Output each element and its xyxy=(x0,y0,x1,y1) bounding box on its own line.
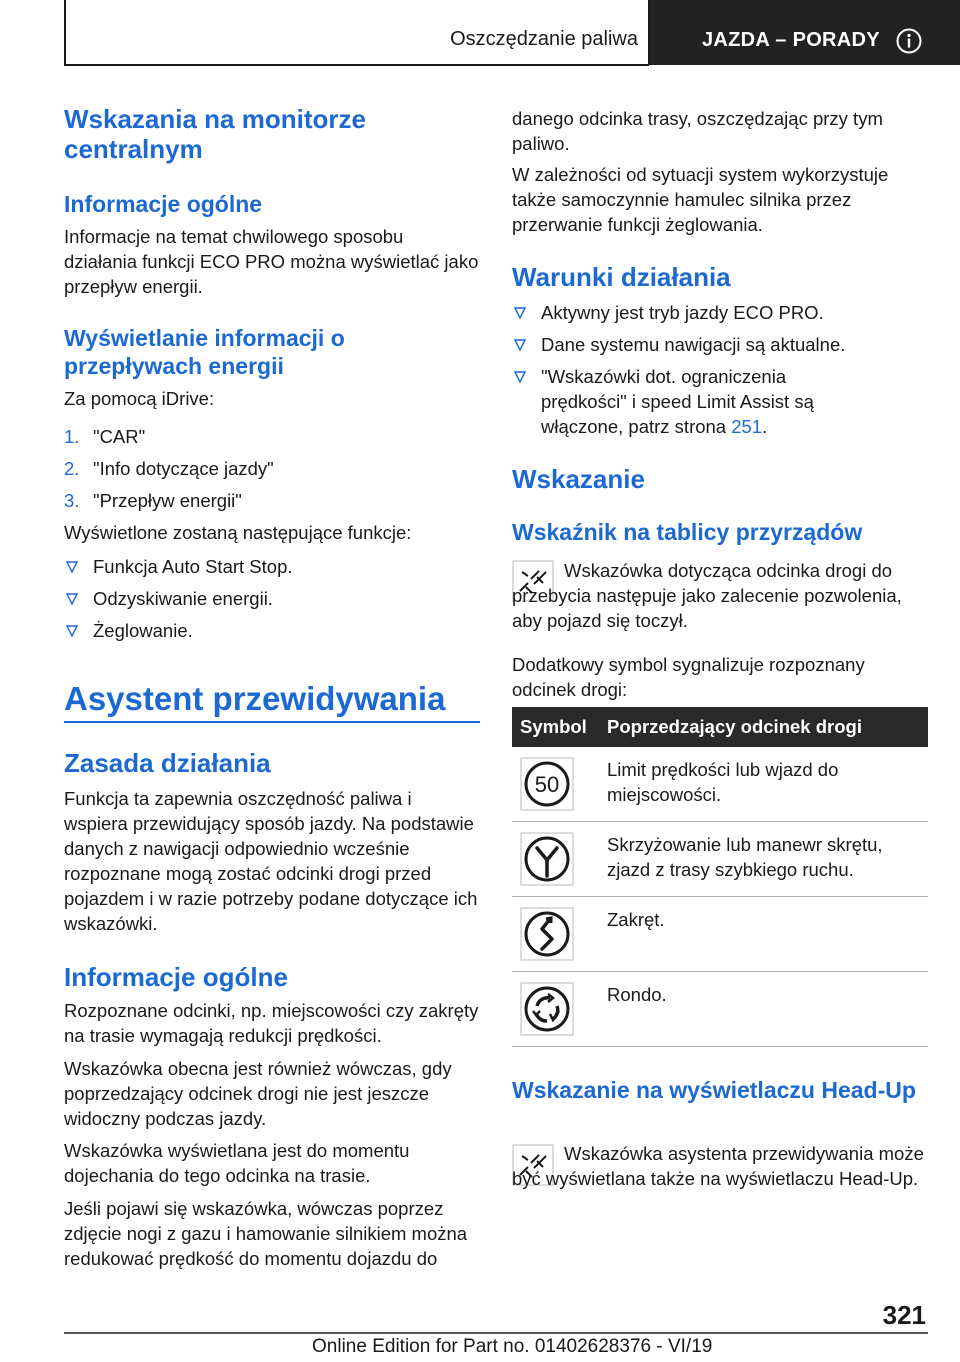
paragraph-general-info-1: Informacje na temat chwilowego sposobu działania funkcji ECO PRO można wyświetlać jako przepływ energii. xyxy=(64,226,479,297)
table-cell-text: Limit prędkości lub wjazd do miejscowości. xyxy=(607,759,839,805)
section-title: JAZDA – PORADY xyxy=(702,29,880,51)
paragraph-principle: Funkcja ta zapewnia oszczędność paliwa i wspiera przewidujący sposób jazdy. Na podstawie danych z nawigacji odpowiednio wcześnie rozpoznane mogą zostać odcinki drogi przed pojazdem i w razie potrzeby podane dotyczące ich wskazówki. xyxy=(64,788,478,934)
heading-instrument-cluster: Wskaźnik na tablicy przyrządów xyxy=(512,519,863,545)
speed-limit-50-icon xyxy=(520,757,574,811)
list-item-text: Dane systemu nawigacji są aktualne. xyxy=(541,334,846,355)
info-circle-icon xyxy=(896,28,922,54)
step-text: "CAR" xyxy=(93,426,146,447)
table-row xyxy=(512,822,928,897)
paragraph-head-up: Wskazówka asystenta przewidywania może być wyświetlana także na wyświetlaczu Head-Up. xyxy=(512,1143,924,1189)
heading-conditions: Warunki działania xyxy=(512,262,731,292)
list-item-text: Żeglowanie. xyxy=(93,620,193,641)
table-row xyxy=(512,747,928,822)
heading-central-display: Wskazania na monitorze centralnym xyxy=(64,104,366,164)
paragraph-idrive: Za pomocą iDrive: xyxy=(64,388,215,409)
paragraph-general-info-2a: Rozpoznane odcinki, np. miejscowości czy zakręty na trasie wymagają redukcji prędkości. xyxy=(64,1000,479,1046)
list-item-text: Aktywny jest tryb jazdy ECO PRO. xyxy=(541,302,824,323)
condition-end: . xyxy=(762,416,768,437)
table-cell-text: Skrzyżowanie lub manewr skrętu, zjazd z trasy szybkiego ruchu. xyxy=(607,834,883,880)
step-number: 1. xyxy=(64,426,80,447)
heading-head-up: Wskazanie na wyświetlaczu Head-Up xyxy=(512,1077,916,1103)
chapter-title: Oszczędzanie paliwa xyxy=(450,28,638,50)
triangle-bullet-icon xyxy=(514,307,526,319)
step-number: 3. xyxy=(64,490,80,511)
step-text: "Przepływ energii" xyxy=(93,490,242,511)
table-cell-text: Zakręt. xyxy=(607,909,665,930)
page-number: 321 xyxy=(882,1300,926,1330)
paragraph-cluster: Wskazówka dotycząca odcinka drogi do przebycia następuje jako zalecenie pozwolenia, aby pojazd się toczył. xyxy=(512,560,902,631)
paragraph-continued-2: W zależności od sytuacji system wykorzystuje także samoczynnie hamulec silnika przez przerwanie funkcji żeglowania. xyxy=(512,164,889,235)
condition-text: "Wskazówki dot. ograniczenia prędkości" i speed Limit Assist są włączone, patrz strona xyxy=(541,366,814,437)
roundabout-icon xyxy=(520,982,574,1036)
heading-display: Wskazanie xyxy=(512,464,645,494)
header-left-rule xyxy=(64,0,66,65)
table-row xyxy=(512,897,928,972)
table-row xyxy=(512,972,928,1047)
table-header xyxy=(512,707,928,747)
triangle-bullet-icon xyxy=(514,339,526,351)
paragraph-general-info-2b: Wskazówka obecna jest również wówczas, gdy poprzedzający odcinek drogi nie jest jeszcze widoczny podczas jazdy. xyxy=(64,1058,452,1129)
column-header-section: Poprzedzający odcinek drogi xyxy=(607,716,862,737)
heading-energy-flow: Wyświetlanie informacji o przepływach energii xyxy=(64,325,345,379)
step-text: "Info dotyczące jazdy" xyxy=(93,458,274,479)
list-item-text xyxy=(541,364,871,439)
triangle-bullet-icon xyxy=(514,371,526,383)
column-header-symbol: Symbol xyxy=(520,716,587,737)
curve-icon xyxy=(520,907,574,961)
table-cell-text: Rondo. xyxy=(607,984,667,1005)
junction-icon xyxy=(520,832,574,886)
heading-general-info-2: Informacje ogólne xyxy=(64,962,288,992)
header-bottom-rule xyxy=(64,64,649,66)
step-number: 2. xyxy=(64,458,80,479)
heading-principle: Zasada działania xyxy=(64,748,271,778)
paragraph-shown-functions: Wyświetlone zostaną następujące funkcje: xyxy=(64,522,412,543)
heading-predictive-assistant: Asystent przewidywania xyxy=(64,680,446,717)
list-item-text: Funkcja Auto Start Stop. xyxy=(93,556,293,577)
paragraph-general-info-2d: Jeśli pojawi się wskazówka, wówczas poprzez zdjęcie nogi z gazu i hamowanie silnikiem można redukować prędkość do momentu dojazdu do xyxy=(64,1198,468,1269)
triangle-bullet-icon xyxy=(66,561,78,573)
page-link[interactable]: 251 xyxy=(731,416,763,437)
triangle-bullet-icon xyxy=(66,593,78,605)
footer-rule xyxy=(64,1332,928,1334)
svg-text:50: 50 xyxy=(534,772,560,797)
paragraph-general-info-2c: Wskazówka wyświetlana jest do momentu dojechania do tego odcinka na trasie. xyxy=(64,1140,410,1186)
triangle-bullet-icon xyxy=(66,625,78,637)
heading-rule xyxy=(64,721,480,723)
footer-edition: Online Edition for Part no. 01402628376 - VI/19 xyxy=(312,1336,713,1357)
list-item-text: Odzyskiwanie energii. xyxy=(93,588,273,609)
paragraph-extra-symbol: Dodatkowy symbol sygnalizuje rozpoznany odcinek drogi: xyxy=(512,654,865,700)
heading-general-info-1: Informacje ogólne xyxy=(64,191,263,217)
paragraph-continued-1: danego odcinka trasy, oszczędzając przy tym paliwo. xyxy=(512,108,883,154)
